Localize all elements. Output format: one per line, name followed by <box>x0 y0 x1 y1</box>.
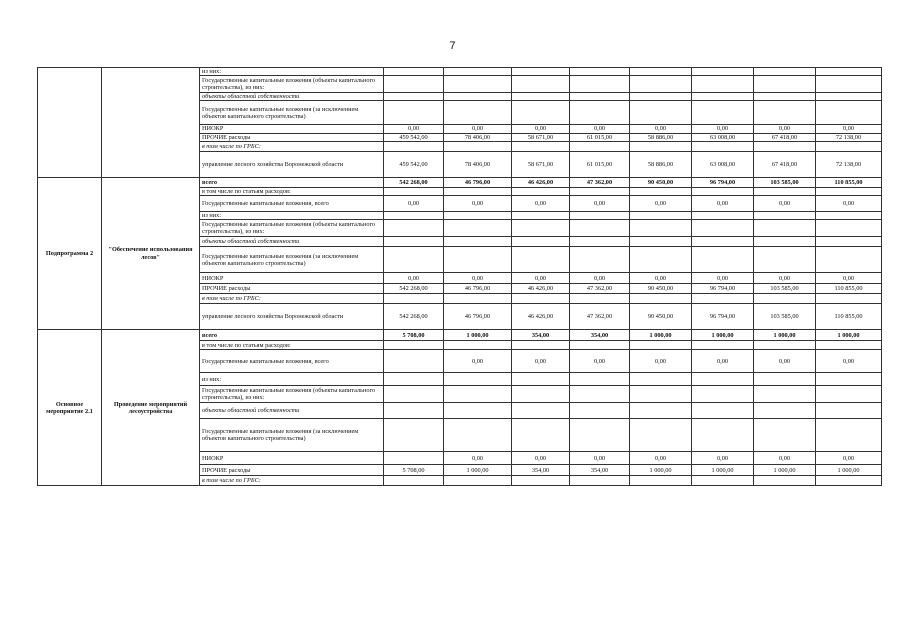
amount-cell <box>630 373 692 386</box>
amount-cell <box>630 341 692 350</box>
program-name-cell: "Обеспечение использования лесов" <box>102 177 200 329</box>
amount-cell: 0,00 <box>512 273 570 284</box>
amount-cell <box>384 403 444 419</box>
amount-cell: 0,00 <box>512 452 570 465</box>
amount-cell <box>816 294 882 304</box>
amount-cell: 96 794,00 <box>692 177 754 187</box>
table-row <box>38 68 882 76</box>
amount-cell <box>444 76 512 93</box>
program-status-cell <box>38 68 102 178</box>
amount-cell <box>630 212 692 220</box>
amount-cell: 5 708,00 <box>384 330 444 341</box>
amount-cell <box>630 419 692 452</box>
amount-cell <box>512 403 570 419</box>
amount-cell <box>630 386 692 403</box>
amount-cell: 1 000,00 <box>630 465 692 476</box>
amount-cell: 78 406,00 <box>444 133 512 141</box>
amount-cell: 1 000,00 <box>754 330 816 341</box>
amount-cell <box>754 373 816 386</box>
amount-cell <box>384 452 444 465</box>
amount-cell: 0,00 <box>444 273 512 284</box>
amount-cell <box>754 419 816 452</box>
amount-cell <box>384 68 444 76</box>
amount-cell: 47 362,00 <box>570 284 630 294</box>
amount-cell <box>570 373 630 386</box>
program-name-cell: Проведение мероприятий лесоустройства <box>102 330 200 486</box>
amount-cell <box>512 76 570 93</box>
amount-cell <box>692 187 754 195</box>
amount-cell <box>570 476 630 486</box>
amount-cell: 58 671,00 <box>512 151 570 177</box>
amount-cell <box>754 341 816 350</box>
amount-cell: 61 015,00 <box>570 133 630 141</box>
amount-cell <box>816 141 882 151</box>
amount-cell: 542 268,00 <box>384 177 444 187</box>
amount-cell <box>754 403 816 419</box>
amount-cell <box>692 141 754 151</box>
amount-cell: 103 585,00 <box>754 284 816 294</box>
expense-label-cell: Государственные капитальные вложения, всего <box>200 196 384 212</box>
amount-cell <box>570 101 630 125</box>
amount-cell <box>754 76 816 93</box>
amount-cell <box>512 373 570 386</box>
amount-cell <box>754 476 816 486</box>
amount-cell <box>630 294 692 304</box>
amount-cell: 0,00 <box>630 125 692 133</box>
amount-cell <box>630 237 692 247</box>
amount-cell <box>754 141 816 151</box>
amount-cell <box>444 386 512 403</box>
amount-cell: 110 855,00 <box>816 177 882 187</box>
expense-label-cell: из них: <box>200 212 384 220</box>
amount-cell <box>816 68 882 76</box>
amount-cell: 1 000,00 <box>692 465 754 476</box>
amount-cell <box>754 93 816 101</box>
amount-cell <box>384 341 444 350</box>
amount-cell: 90 450,00 <box>630 284 692 294</box>
amount-cell <box>570 141 630 151</box>
expense-label-cell: Государственные капитальные вложения (за исключением объектов капитального строительства) <box>200 419 384 452</box>
amount-cell <box>630 476 692 486</box>
amount-cell <box>692 237 754 247</box>
amount-cell: 354,00 <box>570 330 630 341</box>
amount-cell: 1 000,00 <box>816 465 882 476</box>
amount-cell: 0,00 <box>692 196 754 212</box>
amount-cell: 67 418,00 <box>754 133 816 141</box>
expense-label-cell: из них: <box>200 68 384 76</box>
amount-cell <box>816 101 882 125</box>
amount-cell: 1 000,00 <box>630 330 692 341</box>
amount-cell: 0,00 <box>630 273 692 284</box>
expense-label-cell: ПРОЧИЕ расходы <box>200 284 384 294</box>
expense-label-cell: управление лесного хозяйства Воронежской области <box>200 304 384 330</box>
amount-cell <box>444 237 512 247</box>
amount-cell <box>816 212 882 220</box>
table-row <box>38 330 882 341</box>
expense-label-cell: из них: <box>200 373 384 386</box>
amount-cell <box>816 93 882 101</box>
expense-label-cell: Государственные капитальные вложения (объекты капитального строительства), из них: <box>200 76 384 93</box>
amount-cell: 63 008,00 <box>692 133 754 141</box>
amount-cell <box>512 101 570 125</box>
amount-cell: 103 585,00 <box>754 304 816 330</box>
amount-cell <box>816 237 882 247</box>
expense-label-cell: всего <box>200 330 384 341</box>
amount-cell <box>816 187 882 195</box>
expense-label-cell: в том числе по ГРБС: <box>200 294 384 304</box>
amount-cell: 1 000,00 <box>816 330 882 341</box>
budget-table <box>37 67 882 486</box>
amount-cell: 1 000,00 <box>754 465 816 476</box>
amount-cell <box>512 476 570 486</box>
amount-cell: 58 886,00 <box>630 133 692 141</box>
amount-cell <box>816 419 882 452</box>
amount-cell: 61 015,00 <box>570 151 630 177</box>
amount-cell <box>512 68 570 76</box>
amount-cell <box>692 386 754 403</box>
amount-cell <box>570 68 630 76</box>
amount-cell <box>630 187 692 195</box>
amount-cell <box>754 386 816 403</box>
amount-cell <box>816 373 882 386</box>
amount-cell: 96 794,00 <box>692 284 754 294</box>
amount-cell <box>444 93 512 101</box>
amount-cell: 0,00 <box>444 350 512 373</box>
amount-cell <box>444 141 512 151</box>
amount-cell: 1 000,00 <box>444 465 512 476</box>
amount-cell <box>444 476 512 486</box>
amount-cell: 47 362,00 <box>570 304 630 330</box>
amount-cell <box>512 141 570 151</box>
amount-cell <box>816 220 882 237</box>
amount-cell: 46 796,00 <box>444 304 512 330</box>
amount-cell: 0,00 <box>444 196 512 212</box>
amount-cell: 58 886,00 <box>630 151 692 177</box>
amount-cell <box>570 294 630 304</box>
amount-cell <box>384 237 444 247</box>
amount-cell <box>384 212 444 220</box>
amount-cell <box>692 76 754 93</box>
amount-cell <box>384 419 444 452</box>
amount-cell: 0,00 <box>754 452 816 465</box>
amount-cell <box>512 187 570 195</box>
amount-cell: 63 008,00 <box>692 151 754 177</box>
amount-cell: 459 542,00 <box>384 151 444 177</box>
amount-cell <box>570 76 630 93</box>
expense-label-cell: объекты областной собственности <box>200 237 384 247</box>
amount-cell: 0,00 <box>570 350 630 373</box>
amount-cell <box>692 247 754 273</box>
amount-cell: 0,00 <box>816 196 882 212</box>
amount-cell <box>384 93 444 101</box>
amount-cell <box>692 220 754 237</box>
amount-cell: 0,00 <box>570 273 630 284</box>
amount-cell: 354,00 <box>570 465 630 476</box>
amount-cell <box>816 386 882 403</box>
table-row <box>38 177 882 187</box>
amount-cell <box>630 68 692 76</box>
program-status-cell: Подпрограмма 2 <box>38 177 102 329</box>
amount-cell <box>444 187 512 195</box>
amount-cell <box>816 247 882 273</box>
amount-cell <box>444 419 512 452</box>
amount-cell: 0,00 <box>570 196 630 212</box>
amount-cell <box>570 212 630 220</box>
amount-cell <box>384 350 444 373</box>
amount-cell <box>570 341 630 350</box>
amount-cell <box>754 187 816 195</box>
expense-label-cell: в том числе по статьям расходов: <box>200 341 384 350</box>
amount-cell <box>692 476 754 486</box>
amount-cell <box>754 294 816 304</box>
amount-cell: 0,00 <box>384 196 444 212</box>
amount-cell <box>692 68 754 76</box>
amount-cell: 0,00 <box>570 125 630 133</box>
amount-cell <box>570 237 630 247</box>
amount-cell: 0,00 <box>512 196 570 212</box>
amount-cell <box>692 403 754 419</box>
amount-cell: 0,00 <box>816 350 882 373</box>
amount-cell <box>570 187 630 195</box>
amount-cell <box>512 93 570 101</box>
amount-cell <box>384 76 444 93</box>
amount-cell: 459 542,00 <box>384 133 444 141</box>
amount-cell: 46 796,00 <box>444 177 512 187</box>
amount-cell: 46 796,00 <box>444 284 512 294</box>
amount-cell <box>692 294 754 304</box>
amount-cell: 58 671,00 <box>512 133 570 141</box>
amount-cell <box>630 93 692 101</box>
amount-cell <box>754 220 816 237</box>
amount-cell <box>512 386 570 403</box>
amount-cell: 0,00 <box>384 125 444 133</box>
amount-cell: 542 268,00 <box>384 304 444 330</box>
amount-cell <box>384 247 444 273</box>
amount-cell <box>754 247 816 273</box>
amount-cell <box>754 212 816 220</box>
amount-cell <box>816 341 882 350</box>
amount-cell: 0,00 <box>754 273 816 284</box>
amount-cell: 90 450,00 <box>630 177 692 187</box>
program-name-cell <box>102 68 200 178</box>
amount-cell <box>444 212 512 220</box>
expense-label-cell: в том числе по ГРБС: <box>200 141 384 151</box>
amount-cell <box>816 76 882 93</box>
amount-cell: 0,00 <box>816 125 882 133</box>
amount-cell <box>692 93 754 101</box>
amount-cell: 46 426,00 <box>512 284 570 294</box>
amount-cell <box>630 101 692 125</box>
amount-cell: 96 794,00 <box>692 304 754 330</box>
expense-label-cell: Государственные капитальные вложения (за исключением объектов капитального строительства) <box>200 101 384 125</box>
amount-cell <box>384 386 444 403</box>
expense-label-cell: Государственные капитальные вложения (объекты капитального строительства), из них: <box>200 220 384 237</box>
amount-cell: 0,00 <box>816 273 882 284</box>
amount-cell: 0,00 <box>692 350 754 373</box>
amount-cell <box>630 76 692 93</box>
amount-cell <box>444 294 512 304</box>
amount-cell: 0,00 <box>816 452 882 465</box>
amount-cell <box>570 403 630 419</box>
amount-cell: 46 426,00 <box>512 177 570 187</box>
amount-cell <box>384 141 444 151</box>
expense-label-cell: НИОКР <box>200 273 384 284</box>
amount-cell: 47 362,00 <box>570 177 630 187</box>
amount-cell: 46 426,00 <box>512 304 570 330</box>
amount-cell: 0,00 <box>512 125 570 133</box>
expense-label-cell: НИОКР <box>200 125 384 133</box>
amount-cell: 1 000,00 <box>444 330 512 341</box>
amount-cell: 110 855,00 <box>816 304 882 330</box>
amount-cell: 0,00 <box>630 350 692 373</box>
amount-cell <box>384 476 444 486</box>
amount-cell: 0,00 <box>570 452 630 465</box>
amount-cell: 354,00 <box>512 330 570 341</box>
amount-cell <box>570 220 630 237</box>
expense-label-cell: в том числе по ГРБС: <box>200 476 384 486</box>
amount-cell <box>692 101 754 125</box>
amount-cell: 0,00 <box>512 350 570 373</box>
amount-cell: 5 708,00 <box>384 465 444 476</box>
amount-cell <box>570 419 630 452</box>
amount-cell: 354,00 <box>512 465 570 476</box>
amount-cell <box>384 373 444 386</box>
amount-cell <box>512 212 570 220</box>
amount-cell <box>384 294 444 304</box>
expense-label-cell: управление лесного хозяйства Воронежской области <box>200 151 384 177</box>
expense-label-cell: объекты областной собственности <box>200 403 384 419</box>
expense-label-cell: ПРОЧИЕ расходы <box>200 465 384 476</box>
amount-cell: 0,00 <box>384 273 444 284</box>
expense-label-cell: объекты областной собственности <box>200 93 384 101</box>
amount-cell <box>384 187 444 195</box>
amount-cell <box>512 294 570 304</box>
amount-cell <box>384 220 444 237</box>
expense-label-cell: Государственные капитальные вложения (объекты капитального строительства), из них: <box>200 386 384 403</box>
amount-cell <box>630 141 692 151</box>
amount-cell <box>570 93 630 101</box>
amount-cell: 0,00 <box>754 196 816 212</box>
amount-cell <box>692 373 754 386</box>
amount-cell <box>512 247 570 273</box>
amount-cell <box>754 68 816 76</box>
amount-cell <box>444 101 512 125</box>
amount-cell <box>692 341 754 350</box>
amount-cell: 0,00 <box>692 452 754 465</box>
amount-cell <box>630 220 692 237</box>
amount-cell <box>512 341 570 350</box>
amount-cell: 0,00 <box>692 125 754 133</box>
amount-cell <box>816 476 882 486</box>
amount-cell: 0,00 <box>754 350 816 373</box>
amount-cell: 72 138,00 <box>816 151 882 177</box>
amount-cell: 78 406,00 <box>444 151 512 177</box>
amount-cell <box>630 247 692 273</box>
amount-cell: 72 138,00 <box>816 133 882 141</box>
amount-cell: 110 855,00 <box>816 284 882 294</box>
amount-cell: 0,00 <box>444 125 512 133</box>
amount-cell <box>444 68 512 76</box>
amount-cell: 0,00 <box>630 196 692 212</box>
amount-cell <box>444 341 512 350</box>
amount-cell: 67 418,00 <box>754 151 816 177</box>
amount-cell <box>444 247 512 273</box>
amount-cell <box>512 419 570 452</box>
amount-cell <box>754 101 816 125</box>
amount-cell <box>444 220 512 237</box>
program-status-cell: Основное мероприятие 2.1 <box>38 330 102 486</box>
amount-cell <box>512 220 570 237</box>
amount-cell: 542 268,00 <box>384 284 444 294</box>
expense-label-cell: всего <box>200 177 384 187</box>
amount-cell: 1 000,00 <box>692 330 754 341</box>
amount-cell <box>384 101 444 125</box>
amount-cell <box>816 403 882 419</box>
amount-cell <box>444 403 512 419</box>
amount-cell <box>444 373 512 386</box>
amount-cell: 0,00 <box>692 273 754 284</box>
expense-label-cell: ПРОЧИЕ расходы <box>200 133 384 141</box>
expense-label-cell: НИОКР <box>200 452 384 465</box>
expense-label-cell: в том числе по статьям расходов: <box>200 187 384 195</box>
amount-cell: 103 585,00 <box>754 177 816 187</box>
amount-cell <box>630 403 692 419</box>
amount-cell <box>754 237 816 247</box>
amount-cell <box>692 419 754 452</box>
amount-cell <box>692 212 754 220</box>
amount-cell <box>570 386 630 403</box>
amount-cell <box>512 237 570 247</box>
page-number: 7 <box>449 40 456 52</box>
expense-label-cell: Государственные капитальные вложения, всего <box>200 350 384 373</box>
amount-cell: 90 450,00 <box>630 304 692 330</box>
amount-cell <box>570 247 630 273</box>
amount-cell: 0,00 <box>754 125 816 133</box>
amount-cell: 0,00 <box>444 452 512 465</box>
expense-label-cell: Государственные капитальные вложения (за исключением объектов капитального строительства) <box>200 247 384 273</box>
amount-cell: 0,00 <box>630 452 692 465</box>
